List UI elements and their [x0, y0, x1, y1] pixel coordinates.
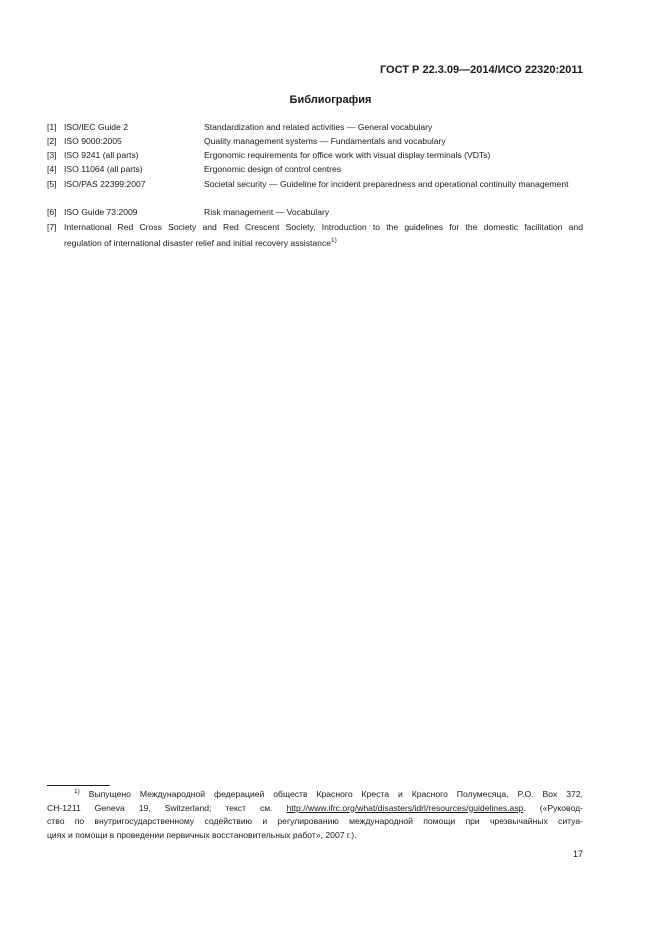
item-number: [5]: [47, 179, 57, 189]
footnote-line: $^{1)}$ Выпущено Международной федерацией обществ Красного Креста и Красного Полумесяца, P.O. Box 372,: [74, 788, 583, 799]
item-text-line: regulation of international disaster relief and initial recovery assistance$^{1)}$: [64, 237, 337, 248]
item-reference: ISO Guide 73:2009: [64, 207, 138, 217]
page-title: Библиография: [289, 94, 372, 106]
footnote-reference[interactable]: 1): [331, 237, 337, 244]
item-number: [4]: [47, 164, 57, 174]
footnote-line: циях и помощи в проведении первичных восстановительных работ», 2007 г.).: [47, 829, 357, 840]
guidelines-link[interactable]: http://www.ifrc.org/what/disasters/idrl/resources/guidelines.asp: [286, 802, 524, 813]
footnote-line: CH-1211 Geneva 19, Switzerland; текст см. http://www.ifrc.org/what/disasters/idrl/resources/guidelines.asp. («Руковод-: [47, 802, 583, 813]
item-title: Ergonomic design of control centres: [204, 164, 342, 174]
item-number: [3]: [47, 150, 57, 160]
item-text-line: International Red Cross Society and Red Crescent Society, Introduction to the guidelines for the domestic facilitation and: [64, 222, 583, 232]
document-code-header: ГОСТ Р 22.3.09—2014/ИСО 22320:2011: [379, 64, 583, 76]
item-reference: ISO 11064 (all parts): [64, 164, 143, 174]
item-number: [6]: [47, 207, 57, 217]
page-number: 17: [572, 849, 583, 859]
item-number: [7]: [47, 222, 57, 232]
footnote-marker: 1): [74, 788, 80, 795]
item-reference: ISO/IEC Guide 2: [64, 122, 129, 132]
item-reference: ISO/PAS 22399:2007: [64, 179, 146, 189]
item-title: Quality management systems — Fundamentals and vocabulary: [204, 136, 446, 146]
item-title: Standardization and related activities — General vocabulary: [204, 122, 433, 132]
footnote-separator: [47, 785, 110, 786]
footnote: [47, 788, 583, 842]
item-title: Ergonomic requirements for office work with visual display terminals (VDTs): [204, 150, 491, 160]
footnote-line: ство по внутригосударственному содействию и регулированию международной помощи при чрезвычайных ситуа-: [47, 816, 583, 826]
item-title: Risk management — Vocabulary: [204, 207, 330, 217]
item-reference: ISO 9241 (all parts): [64, 150, 139, 160]
item-number: [1]: [47, 122, 57, 132]
item-title: Societal security — Guideline for incident preparedness and operational continuity management: [204, 179, 569, 189]
item-number: [2]: [47, 136, 57, 146]
item-reference: ISO 9000:2005: [64, 136, 122, 146]
